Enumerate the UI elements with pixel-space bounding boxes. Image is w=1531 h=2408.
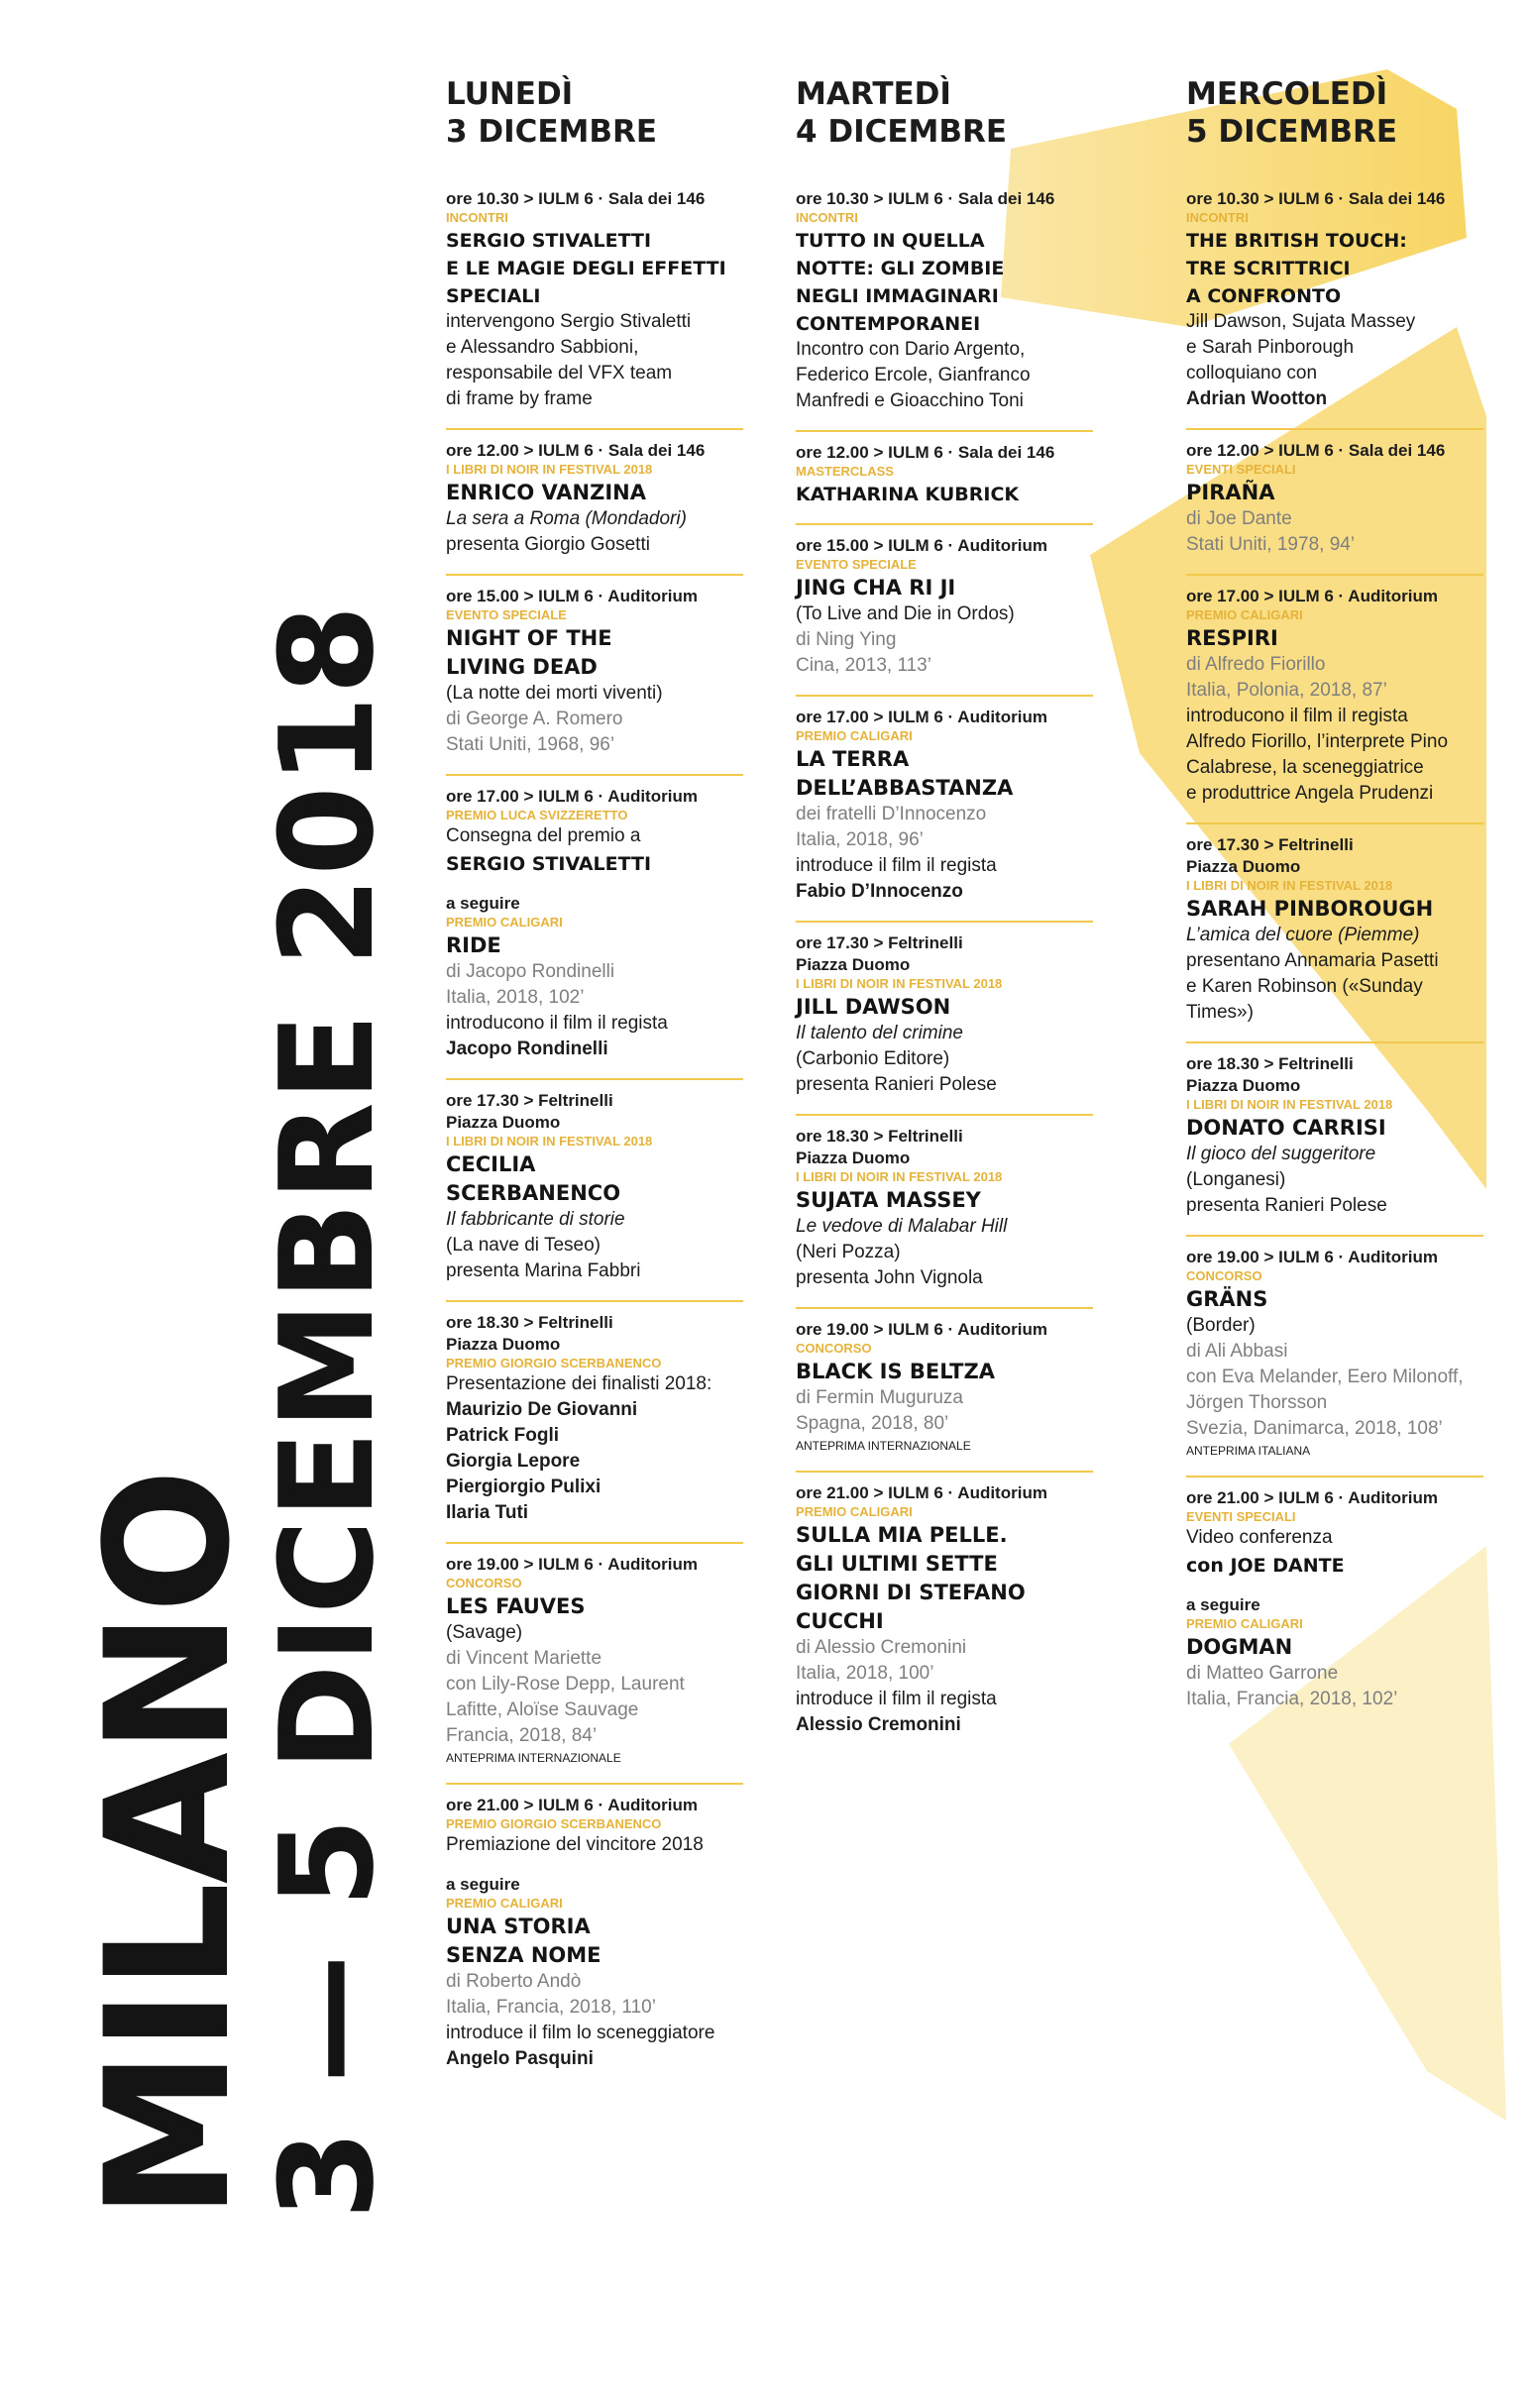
event-item [1186, 1594, 1483, 1718]
event-category: PREMIO LUCA SVIZZERETTO [446, 808, 628, 822]
event-category: CONCORSO [1186, 1268, 1262, 1283]
event-time-venue: ore 19.00 > IULM 6 · Auditorium [796, 1320, 1047, 1339]
event-detail-line: colloquiano con [1186, 363, 1318, 383]
event-detail-line: presenta Ranieri Polese [796, 1074, 997, 1095]
event-title-line: CONTEMPORANEI [796, 313, 981, 335]
event-detail-line: Adrian Wootton [1186, 388, 1328, 409]
event-time-venue: ore 21.00 > IULM 6 · Auditorium [1186, 1488, 1438, 1507]
event-detail-line: La sera a Roma (Mondadori) [446, 508, 687, 529]
event-item [446, 893, 743, 1080]
event-title-line: JILL DAWSON [796, 995, 951, 1019]
event-title-line: SARAH PINBOROUGH [1186, 897, 1434, 921]
event-title-line: NEGLI IMMAGINARI [796, 285, 999, 307]
event-time-venue: ore 10.30 > IULM 6 · Sala dei 146 [1186, 189, 1446, 208]
event-category: I LIBRI DI NOIR IN FESTIVAL 2018 [1186, 878, 1393, 893]
event-detail-line: Cina, 2013, 113’ [796, 655, 931, 676]
event-item [1186, 834, 1483, 1043]
event-venue-detail: Piazza Duomo [446, 1113, 561, 1132]
event-detail-line: Video conferenza [1186, 1527, 1333, 1548]
event-category: PREMIO GIORGIO SCERBANENCO [446, 1816, 662, 1831]
event-category: PREMIO CALIGARI [446, 915, 563, 930]
event-time-venue: ore 12.00 > IULM 6 · Sala dei 146 [796, 443, 1055, 462]
event-detail-line: Italia, Francia, 2018, 102’ [1186, 1689, 1398, 1709]
event-detail-line: (La nave di Teseo) [446, 1235, 601, 1256]
event-title-line: GRÄNS [1186, 1287, 1268, 1311]
day-heading [796, 75, 1093, 151]
event-title-line: TRE SCRITTRICI [1186, 258, 1351, 279]
event-item [1186, 1053, 1483, 1237]
event-title-line: CUCCHI [796, 1609, 884, 1633]
event-detail-line: (Border) [1186, 1315, 1256, 1336]
day-date: 5 DICEMBRE [1186, 114, 1398, 150]
event-detail-line: Jörgen Thorsson [1186, 1392, 1328, 1413]
event-category: I LIBRI DI NOIR IN FESTIVAL 2018 [796, 976, 1003, 991]
event-title-line: DONATO CARRISI [1186, 1116, 1386, 1140]
event-detail-line: di Joe Dante [1186, 508, 1292, 529]
event-category: EVENTI SPECIALI [1186, 462, 1296, 477]
event-item [796, 707, 1093, 923]
event-category: CONCORSO [796, 1341, 872, 1356]
event-title-line: TUTTO IN QUELLA [796, 230, 985, 252]
event-title-line: SERGIO STIVALETTI [446, 853, 652, 875]
event-detail-line: (Longanesi) [1186, 1169, 1286, 1190]
event-time-venue: ore 15.00 > IULM 6 · Auditorium [446, 587, 698, 605]
event-venue-detail: Piazza Duomo [796, 955, 911, 974]
event-category: I LIBRI DI NOIR IN FESTIVAL 2018 [796, 1169, 1003, 1184]
event-time-venue: ore 10.30 > IULM 6 · Sala dei 146 [446, 189, 706, 208]
event-detail-line: Lafitte, Aloïse Sauvage [446, 1699, 639, 1720]
day-weekday: MARTEDÌ [796, 76, 951, 112]
event-venue-detail: Piazza Duomo [446, 1335, 561, 1354]
event-item [446, 1874, 743, 2078]
event-category: EVENTO SPECIALE [796, 557, 917, 572]
event-detail-line: dei fratelli D’Innocenzo [796, 804, 987, 824]
event-title-line: PIRAÑA [1186, 481, 1275, 504]
event-time-venue: ore 12.00 > IULM 6 · Sala dei 146 [446, 441, 706, 460]
event-detail-line: di George A. Romero [446, 709, 623, 729]
event-detail-line: Italia, 2018, 100’ [796, 1663, 934, 1684]
event-item [446, 188, 743, 430]
event-detail-line: Stati Uniti, 1968, 96’ [446, 734, 615, 755]
event-detail-line: Spagna, 2018, 80’ [796, 1413, 949, 1434]
event-title-line: GLI ULTIMI SETTE [796, 1552, 998, 1576]
event-detail-line: Il talento del crimine [796, 1023, 963, 1043]
event-title-line: SENZA NOME [446, 1943, 601, 1967]
event-item [796, 188, 1093, 432]
event-detail-line: di Roberto Andò [446, 1971, 582, 1992]
event-detail-line: Federico Ercole, Gianfranco [796, 365, 1031, 385]
event-title-line: KATHARINA KUBRICK [796, 484, 1020, 505]
event-category: I LIBRI DI NOIR IN FESTIVAL 2018 [1186, 1097, 1393, 1112]
event-category: INCONTRI [796, 210, 858, 225]
festival-dates: 3 — 5 DICEMBRE 2018 [252, 603, 402, 2220]
event-detail-line: presenta Giorgio Gosetti [446, 534, 650, 555]
event-detail-line: Premiazione del vincitore 2018 [446, 1834, 704, 1855]
event-detail-line: e Sarah Pinborough [1186, 337, 1355, 358]
event-detail-line: Fabio D’Innocenzo [796, 881, 963, 902]
event-item [1186, 1247, 1483, 1478]
event-item [446, 1312, 743, 1544]
event-detail-line: introduce il film il regista [796, 1689, 997, 1709]
event-title-line: LES FAUVES [446, 1594, 586, 1618]
event-detail-line: di Fermin Muguruza [796, 1387, 963, 1408]
day-heading [1186, 75, 1483, 151]
event-time-venue: ore 12.00 > IULM 6 · Sala dei 146 [1186, 441, 1446, 460]
event-detail-line: Incontro con Dario Argento, [796, 339, 1026, 360]
event-time-venue: ore 17.00 > IULM 6 · Auditorium [1186, 587, 1438, 605]
event-detail-line: Presentazione dei finalisti 2018: [446, 1373, 712, 1394]
event-category: PREMIO CALIGARI [796, 1504, 913, 1519]
day-column-monday [446, 75, 743, 2088]
event-detail-line: Giorgia Lepore [446, 1451, 581, 1472]
event-item [1186, 1487, 1483, 1585]
event-title-line: LA TERRA [796, 747, 910, 771]
event-detail-line: di Ning Ying [796, 629, 897, 650]
event-time-venue: ore 17.30 > Feltrinelli [796, 933, 963, 952]
event-item [446, 440, 743, 576]
event-title-line: LIVING DEAD [446, 655, 598, 679]
event-detail-line: presenta John Vignola [796, 1267, 983, 1288]
event-detail-line: di Alessio Cremonini [796, 1637, 967, 1658]
event-title-line: ENRICO VANZINA [446, 481, 647, 504]
event-category: EVENTI SPECIALI [1186, 1509, 1296, 1524]
event-time-venue: ore 18.30 > Feltrinelli [1186, 1054, 1354, 1073]
event-item [446, 586, 743, 776]
side-title [68, 603, 402, 2220]
event-title-line: DELL’ABBASTANZA [796, 776, 1014, 800]
event-detail-line: Italia, Francia, 2018, 110’ [446, 1997, 656, 2018]
event-detail-line: di Alfredo Fiorillo [1186, 654, 1326, 675]
event-item [796, 1126, 1093, 1309]
event-category: PREMIO CALIGARI [1186, 607, 1303, 622]
event-time-venue: a seguire [446, 894, 520, 913]
event-title-line: con JOE DANTE [1186, 1555, 1345, 1577]
event-detail-line: presenta Marina Fabbri [446, 1260, 641, 1281]
event-time-venue: ore 10.30 > IULM 6 · Sala dei 146 [796, 189, 1055, 208]
event-detail-line: di Jacopo Rondinelli [446, 961, 615, 982]
event-detail-line: Consegna del premio a [446, 825, 641, 846]
event-title-line: A CONFRONTO [1186, 285, 1342, 307]
event-time-venue: ore 19.00 > IULM 6 · Auditorium [1186, 1248, 1438, 1266]
event-time-venue: ore 21.00 > IULM 6 · Auditorium [446, 1796, 698, 1814]
event-title-line: BLACK IS BELTZA [796, 1360, 995, 1383]
event-category: INCONTRI [446, 210, 508, 225]
event-time-venue: ore 19.00 > IULM 6 · Auditorium [446, 1555, 698, 1574]
event-detail-line: responsabile del VFX team [446, 363, 673, 383]
event-detail-line: di Matteo Garrone [1186, 1663, 1339, 1684]
event-detail-line: e produttrice Angela Prudenzi [1186, 783, 1434, 804]
day-heading [446, 75, 743, 151]
event-title-line: RIDE [446, 933, 501, 957]
day-column-wednesday [1186, 75, 1483, 1728]
event-title-line: SPECIALI [446, 285, 541, 307]
event-title-line: THE BRITISH TOUCH: [1186, 230, 1407, 252]
event-item [796, 932, 1093, 1116]
event-detail-line: di frame by frame [446, 388, 593, 409]
event-title-line: UNA STORIA [446, 1915, 591, 1938]
event-release-note: ANTEPRIMA INTERNAZIONALE [796, 1439, 971, 1453]
event-time-venue: ore 17.00 > IULM 6 · Auditorium [446, 787, 698, 806]
event-detail-line: Francia, 2018, 84’ [446, 1725, 598, 1746]
day-date: 3 DICEMBRE [446, 114, 658, 150]
event-time-venue: ore 17.30 > Feltrinelli [1186, 835, 1354, 854]
event-category: I LIBRI DI NOIR IN FESTIVAL 2018 [446, 462, 653, 477]
event-detail-line: introduce il film il regista [796, 855, 997, 876]
event-detail-line: Ilaria Tuti [446, 1502, 529, 1523]
event-detail-line: di Vincent Mariette [446, 1648, 602, 1669]
event-detail-line: Stati Uniti, 1978, 94’ [1186, 534, 1356, 555]
event-item [796, 1319, 1093, 1473]
event-detail-line: con Eva Melander, Eero Milonoff, [1186, 1367, 1464, 1387]
event-detail-line: intervengono Sergio Stivaletti [446, 311, 692, 332]
event-detail-line: Svezia, Danimarca, 2018, 108’ [1186, 1418, 1443, 1439]
event-title-line: JING CHA RI JI [796, 576, 956, 600]
event-time-venue: ore 15.00 > IULM 6 · Auditorium [796, 536, 1047, 555]
event-venue-detail: Piazza Duomo [1186, 857, 1301, 876]
event-detail-line: L’amica del cuore (Piemme) [1186, 925, 1420, 945]
event-time-venue: ore 17.30 > Feltrinelli [446, 1091, 613, 1110]
event-detail-line: Maurizio De Giovanni [446, 1399, 638, 1420]
event-item [446, 786, 743, 883]
event-detail-line: introducono il film il regista [1186, 706, 1408, 726]
event-item [796, 442, 1093, 525]
event-detail-line: introducono il film il regista [446, 1013, 668, 1034]
event-detail-line: introduce il film lo sceneggiatore [446, 2023, 715, 2043]
event-detail-line: con Lily-Rose Depp, Laurent [446, 1674, 685, 1695]
event-detail-line: Italia, 2018, 102’ [446, 987, 585, 1008]
event-time-venue: ore 18.30 > Feltrinelli [446, 1313, 613, 1332]
event-detail-line: presenta Ranieri Polese [1186, 1195, 1387, 1216]
event-category: INCONTRI [1186, 210, 1249, 225]
day-column-tuesday [796, 75, 1093, 1754]
event-detail-line: Jill Dawson, Sujata Massey [1186, 311, 1416, 332]
event-item [1186, 440, 1483, 576]
day-weekday: MERCOLEDÌ [1186, 76, 1388, 112]
event-detail-line: Le vedove di Malabar Hill [796, 1216, 1008, 1237]
event-title-line: SULLA MIA PELLE. [796, 1523, 1008, 1547]
event-detail-line: Alessio Cremonini [796, 1714, 961, 1735]
event-item [446, 1554, 743, 1785]
event-category: PREMIO CALIGARI [446, 1896, 563, 1911]
event-detail-line: Patrick Fogli [446, 1425, 560, 1446]
event-detail-line: (Carbonio Editore) [796, 1048, 950, 1069]
event-detail-line: e Karen Robinson («Sunday [1186, 976, 1423, 997]
event-category: I LIBRI DI NOIR IN FESTIVAL 2018 [446, 1134, 653, 1149]
event-title-line: SCERBANENCO [446, 1181, 621, 1205]
event-detail-line: Italia, Polonia, 2018, 87’ [1186, 680, 1387, 701]
event-title-line: GIORNI DI STEFANO [796, 1581, 1026, 1604]
event-release-note: ANTEPRIMA INTERNAZIONALE [446, 1751, 621, 1765]
event-category: MASTERCLASS [796, 464, 894, 479]
event-item [1186, 188, 1483, 430]
event-detail-line: Alfredo Fiorillo, l’interprete Pino [1186, 731, 1449, 752]
event-item [446, 1795, 743, 1864]
event-detail-line: Jacopo Rondinelli [446, 1039, 608, 1059]
event-detail-line: Times») [1186, 1002, 1254, 1023]
event-detail-line: di Ali Abbasi [1186, 1341, 1288, 1362]
event-title-line: NOTTE: GLI ZOMBIE [796, 258, 1005, 279]
day-weekday: LUNEDÌ [446, 76, 574, 112]
event-detail-line: (Savage) [446, 1622, 523, 1643]
event-item [446, 1090, 743, 1302]
event-detail-line: Calabrese, la sceneggiatrice [1186, 757, 1424, 778]
event-title-line: RESPIRI [1186, 626, 1278, 650]
event-detail-line: Il fabbricante di storie [446, 1209, 625, 1230]
event-title-line: DOGMAN [1186, 1635, 1293, 1659]
event-detail-line: e Alessandro Sabbioni, [446, 337, 639, 358]
event-title-line: E LE MAGIE DEGLI EFFETTI [446, 258, 726, 279]
event-category: PREMIO CALIGARI [1186, 1616, 1303, 1631]
event-venue-detail: Piazza Duomo [796, 1149, 911, 1167]
event-item [1186, 586, 1483, 824]
day-date: 4 DICEMBRE [796, 114, 1008, 150]
event-time-venue: a seguire [446, 1875, 520, 1894]
event-time-venue: a seguire [1186, 1595, 1260, 1614]
event-detail-line: presentano Annamaria Pasetti [1186, 950, 1439, 971]
event-detail-line: Angelo Pasquini [446, 2048, 594, 2069]
event-category: PREMIO GIORGIO SCERBANENCO [446, 1356, 662, 1370]
event-detail-line: Italia, 2018, 96’ [796, 829, 924, 850]
event-detail-line: Il gioco del suggeritore [1186, 1144, 1376, 1164]
event-title-line: SUJATA MASSEY [796, 1188, 981, 1212]
event-detail-line: (To Live and Die in Ordos) [796, 603, 1015, 624]
event-item [796, 535, 1093, 697]
event-time-venue: ore 17.00 > IULM 6 · Auditorium [796, 708, 1047, 726]
event-category: PREMIO CALIGARI [796, 728, 913, 743]
event-detail-line: Piergiorgio Pulixi [446, 1477, 601, 1497]
event-venue-detail: Piazza Duomo [1186, 1076, 1301, 1095]
event-category: CONCORSO [446, 1576, 522, 1590]
city-name: MILANO [68, 1470, 268, 2220]
event-category: EVENTO SPECIALE [446, 607, 567, 622]
event-item [796, 1482, 1093, 1744]
event-title-line: CECILIA [446, 1152, 536, 1176]
event-time-venue: ore 21.00 > IULM 6 · Auditorium [796, 1483, 1047, 1502]
event-title-line: NIGHT OF THE [446, 626, 612, 650]
event-detail-line: (Neri Pozza) [796, 1242, 901, 1262]
event-release-note: ANTEPRIMA ITALIANA [1186, 1444, 1311, 1458]
event-time-venue: ore 18.30 > Feltrinelli [796, 1127, 963, 1146]
event-detail-line: Manfredi e Gioacchino Toni [796, 390, 1024, 411]
event-detail-line: (La notte dei morti viventi) [446, 683, 663, 704]
event-title-line: SERGIO STIVALETTI [446, 230, 652, 252]
